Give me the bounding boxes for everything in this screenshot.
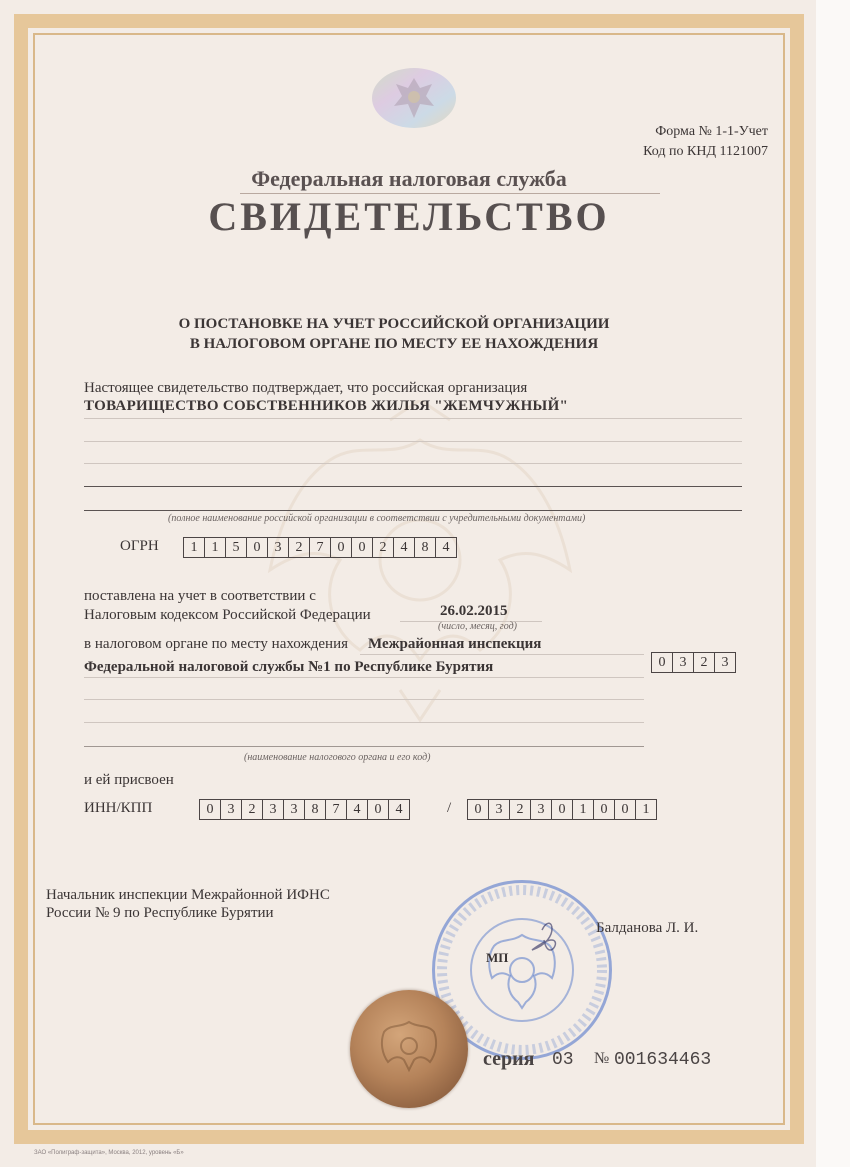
ogrn-boxes [184,537,457,558]
kpp-digit: 0 [467,799,489,820]
tax-org-text: в налоговом органе по месту нахождения [84,636,349,652]
kpp-digit: 2 [509,799,531,820]
knd-code: Код по КНД 1121007 [643,144,768,159]
tax-org-line-5 [84,746,644,747]
inn-kpp-label: ИНН/КПП [84,800,153,816]
ogrn-digit: 5 [225,537,247,558]
kpp-digit: 1 [572,799,594,820]
inn-boxes [200,799,410,820]
org-name-line-3 [84,463,742,464]
assigned-text: и ей присвоен [84,772,174,788]
serial-number: 001634463 [614,1050,712,1070]
eagle-watermark-icon [240,400,600,730]
kpp-digit: 3 [488,799,510,820]
inn-digit: 3 [262,799,284,820]
signer-position-line-1: Начальник инспекции Межрайонной ИФНС [46,887,330,903]
ogrn-digit: 4 [393,537,415,558]
ogrn-digit: 0 [330,537,352,558]
tax-org-line-2 [84,677,644,678]
tax-org-caption: (наименование налогового органа и его код) [244,752,431,763]
kpp-digit: 0 [593,799,615,820]
wax-seal-emblem-icon [350,990,468,1108]
inn-digit: 0 [199,799,221,820]
org-name-caption: (полное наименование российской организации в соответствии с учредительными документами) [168,513,586,524]
tax-org-code-digit: 2 [693,652,715,673]
inn-kpp-separator: / [447,800,452,816]
org-name-line-2 [84,441,742,442]
inn-digit: 4 [388,799,410,820]
kpp-digit: 0 [614,799,636,820]
inn-digit: 3 [220,799,242,820]
signer-position [46,886,330,922]
inn-digit: 2 [241,799,263,820]
inn-digit: 0 [367,799,389,820]
ogrn-digit: 3 [267,537,289,558]
ogrn-digit: 1 [183,537,205,558]
ogrn-digit: 7 [309,537,331,558]
hologram-emblem-icon [370,66,458,130]
tax-org-line-3 [84,699,644,700]
agency-name: Федеральная налоговая служба [251,166,567,191]
ogrn-digit: 8 [414,537,436,558]
document-title: СВИДЕТЕЛЬСТВО [208,194,610,239]
org-name-line-4 [84,486,742,487]
kpp-boxes [468,799,657,820]
inn-digit: 8 [304,799,326,820]
inn-digit: 7 [325,799,347,820]
kpp-digit: 1 [635,799,657,820]
ogrn-digit: 0 [246,537,268,558]
ogrn-digit: 1 [204,537,226,558]
tax-org-code-digit: 3 [714,652,736,673]
serial-label: серия [483,1048,535,1070]
serial-number-sign: № [594,1050,610,1067]
organization-name: ТОВАРИЩЕСТВО СОБСТВЕННИКОВ ЖИЛЬЯ "ЖЕМЧУЖНЫЙ" [84,398,569,414]
registration-date: 26.02.2015 [440,603,508,619]
tax-org-code-boxes [652,652,736,673]
tax-org-name-1: Межрайонная инспекция [368,636,542,652]
inn-digit: 3 [283,799,305,820]
tax-org-line-4 [84,722,644,723]
ogrn-digit: 2 [288,537,310,558]
tax-org-code-digit: 3 [672,652,694,673]
kpp-digit: 3 [530,799,552,820]
serial-series: 03 [552,1050,574,1070]
ogrn-digit: 0 [351,537,373,558]
tax-org-code-digit: 0 [651,652,673,673]
subtitle-line-2: В НАЛОГОВОМ ОРГАНЕ ПО МЕСТУ ЕЕ НАХОЖДЕНИЯ [189,336,599,352]
kpp-digit: 0 [551,799,573,820]
ogrn-digit: 2 [372,537,394,558]
document-subtitle [0,314,788,354]
signer-name: Балданова Л. И. [596,920,699,936]
org-name-line-5 [84,510,742,511]
signer-position-line-2: России № 9 по Республике Бурятии [46,905,274,921]
subtitle-line-1: О ПОСТАНОВКЕ НА УЧЕТ РОССИЙСКОЙ ОРГАНИЗАЦИИ [178,316,610,332]
org-name-line-1 [84,418,742,419]
scan-edge [816,0,850,1167]
tax-code-text: Налоговым кодексом Российской Федерации [84,607,371,623]
tax-org-name-2: Федеральной налоговой службы №1 по Республике Бурятия [84,659,494,675]
tax-org-line-1 [360,654,644,655]
ogrn-label: ОГРН [120,538,159,554]
inn-digit: 4 [346,799,368,820]
confirm-text: Настоящее свидетельство подтверждает, что российская организация [84,380,528,396]
form-number: Форма № 1-1-Учет [655,124,768,139]
date-caption: (число, месяц, год) [438,621,517,632]
registered-text: поставлена на учет в соответствии с [84,588,316,604]
printer-footer: ЗАО «Полиграф-защита», Москва, 2012, уровень «Б» [34,1150,184,1156]
form-code [600,122,768,162]
ogrn-digit: 4 [435,537,457,558]
mp-label: МП [486,950,509,965]
